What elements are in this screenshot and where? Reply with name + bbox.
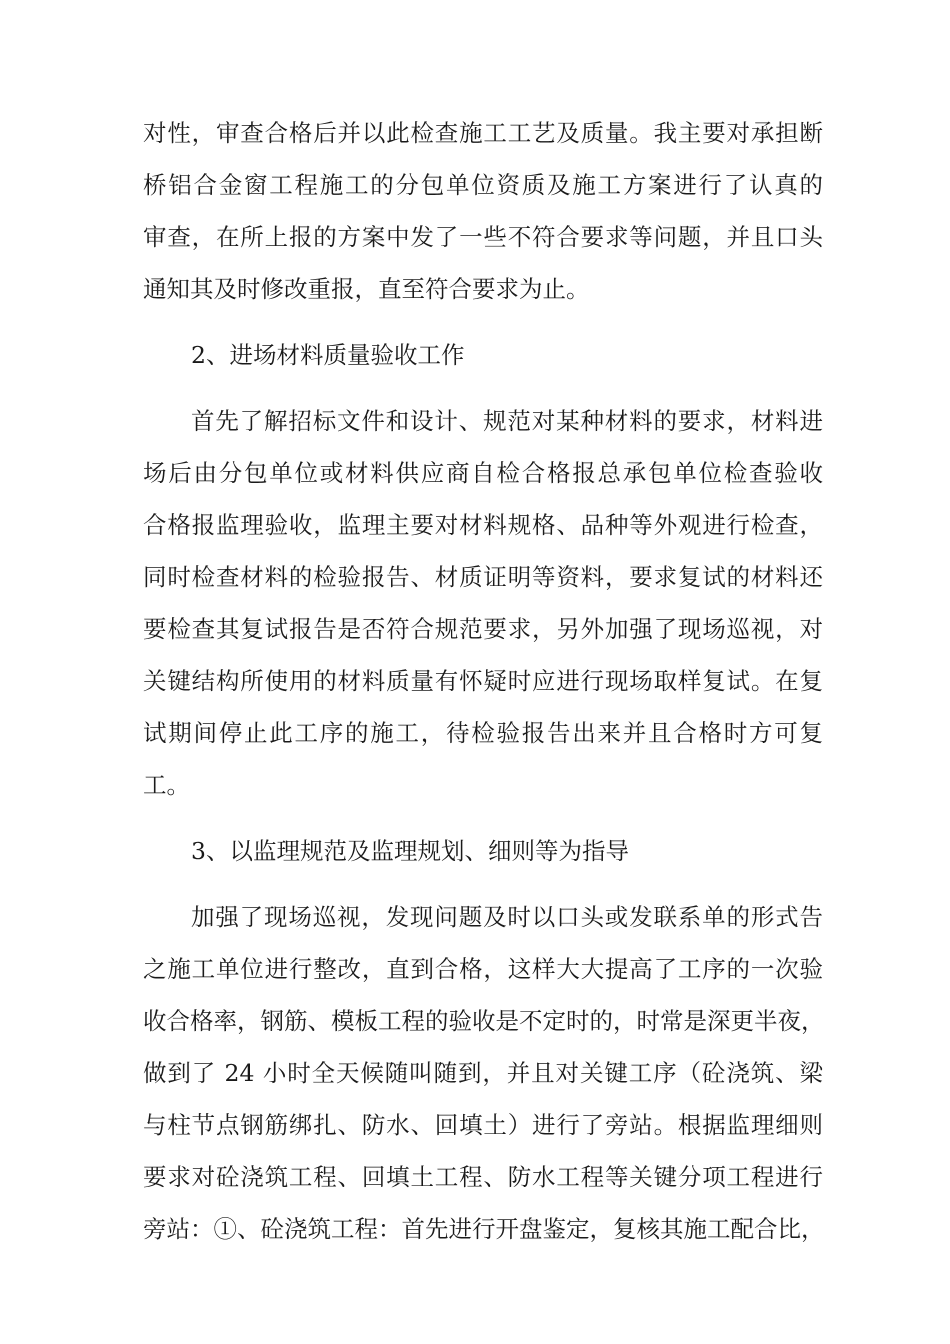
paragraph-2-line-8: 工。	[143, 771, 190, 799]
paragraph-2-line-4: 同时检查材料的检验报告、材质证明等资料，要求复试的材料还	[143, 563, 823, 591]
paragraph-2-line-1: 首先了解招标文件和设计、规范对某种材料的要求，材料进	[191, 407, 823, 435]
paragraph-intro-line-4: 通知其及时修改重报，直至符合要求为止。	[143, 275, 590, 303]
paragraph-2-line-2: 场后由分包单位或材料供应商自检合格报总承包单位检查验收	[143, 459, 823, 487]
section-heading-2: 2、进场材料质量验收工作	[191, 341, 465, 369]
section-heading-3: 3、以监理规范及监理规划、细则等为指导	[191, 837, 629, 865]
paragraph-2-line-6: 关键结构所使用的材料质量有怀疑时应进行现场取样复试。在复	[143, 667, 823, 695]
paragraph-3-line-4: 做到了 24 小时全天候随叫随到，并且对关键工序（砼浇筑、梁	[143, 1059, 823, 1087]
paragraph-3-line-6: 要求对砼浇筑工程、回填土工程、防水工程等关键分项工程进行	[143, 1163, 823, 1191]
paragraph-intro-line-1: 对性，审查合格后并以此检查施工工艺及质量。我主要对承担断	[143, 119, 823, 147]
paragraph-2-line-5: 要检查其复试报告是否符合规范要求，另外加强了现场巡视，对	[143, 615, 823, 643]
paragraph-3-line-2: 之施工单位进行整改，直到合格，这样大大提高了工序的一次验	[143, 955, 823, 983]
paragraph-3-line-1: 加强了现场巡视，发现问题及时以口头或发联系单的形式告	[191, 903, 823, 931]
paragraph-3-line-7: 旁站：①、砼浇筑工程：首先进行开盘鉴定，复核其施工配合比，	[143, 1215, 825, 1243]
paragraph-intro-line-3: 审查，在所上报的方案中发了一些不符合要求等问题，并且口头	[143, 223, 823, 251]
paragraph-2-line-7: 试期间停止此工序的施工，待检验报告出来并且合格时方可复	[143, 719, 823, 747]
paragraph-2-line-3: 合格报监理验收，监理主要对材料规格、品种等外观进行检查，	[143, 511, 823, 539]
paragraph-3-line-5: 与柱节点钢筋绑扎、防水、回填土）进行了旁站。根据监理细则	[143, 1111, 823, 1139]
paragraph-3-line-3: 收合格率，钢筋、模板工程的验收是不定时的，时常是深更半夜，	[143, 1007, 825, 1035]
paragraph-intro-line-2: 桥铝合金窗工程施工的分包单位资质及施工方案进行了认真的	[143, 171, 823, 199]
